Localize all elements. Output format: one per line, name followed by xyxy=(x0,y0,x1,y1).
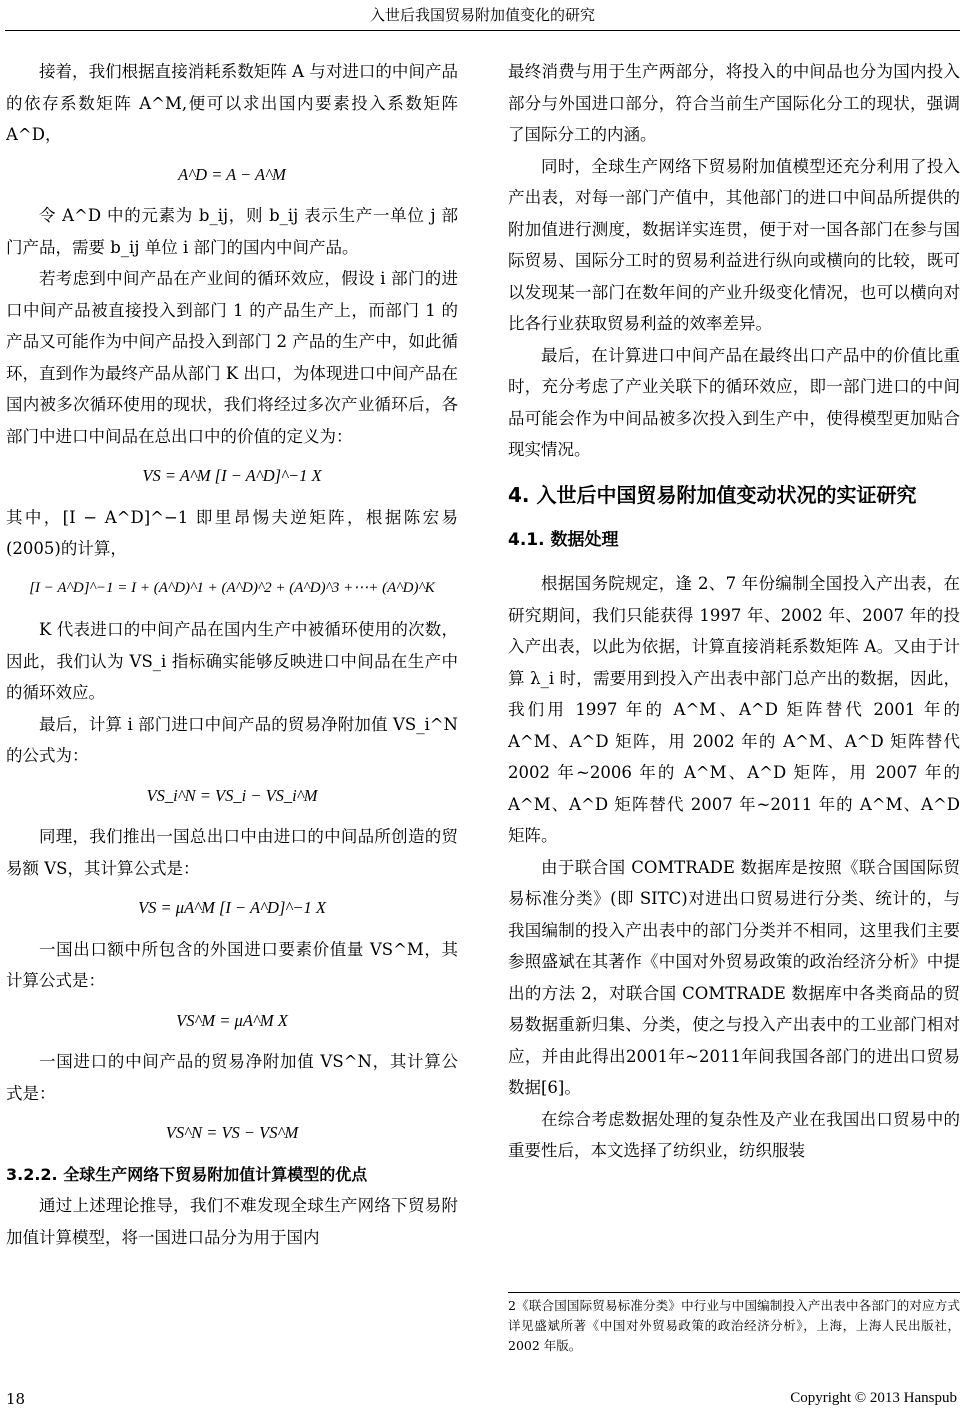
equation-vsm: VS^M = μA^M X xyxy=(176,1010,288,1030)
right-column xyxy=(508,56,960,1167)
left-column xyxy=(6,56,458,1253)
equation-vsn: VS^N = VS − VS^M xyxy=(165,1123,299,1142)
page-number: 18 xyxy=(6,1390,26,1408)
left-paragraph-8: 一国出口额中所包含的外国进口要素价值量 VS^M，其计算公式是： xyxy=(6,939,458,990)
right-paragraph-2: 同时，全球生产网络下贸易附加值模型还充分利用了投入产出表，对每一部门产值中，其他部门的进口中间品所提供的附加值进行测度，数据详实连贯，便于对一国各部门在参与国际贸易、国际分工时的贸易利益进行纵向或横向的比较，既可以发现某一部门在数年间的产业升级变化情况，也可以横向对比各行业获取贸易利益的效率差异。 xyxy=(508,156,960,333)
left-paragraph-2: 令 A^D 中的元素为 b_ij，则 b_ij 表示生产一单位 j 部门产品，需要 b_ij 单位 i 部门的国内中间产品。 xyxy=(6,206,458,257)
equation-leontief-series: [I − A^D]^−1 = I + (A^D)^1 + (A^D)^2 + (A^D)^3 +⋯+ (A^D)^K xyxy=(29,579,435,596)
equation-vs: VS = A^M [I − A^D]^−1 X xyxy=(142,466,322,485)
left-paragraph-5: K 代表进口的中间产品在国内生产中被循环使用的次数，因此，我们认为 VS_i 指标确实能够反映进口中间品在生产中的循环效应。 xyxy=(6,620,458,702)
section-heading-3-2-2: 3.2.2. 全球生产网络下贸易附加值计算模型的优点 xyxy=(6,1164,368,1184)
header-rule xyxy=(5,30,960,31)
right-paragraph-6: 在综合考虑数据处理的复杂性及产业在我国出口贸易中的重要性后，本文选择了纺织业，纺织服装 xyxy=(508,1109,960,1160)
equation-vsin: VS_i^N = VS_i − VS_i^M xyxy=(146,785,318,805)
left-paragraph-7: 同理，我们推出一国总出口中由进口的中间品所创造的贸易额 VS，其计算公式是： xyxy=(6,827,458,878)
running-header: 入世后我国贸易附加值变化的研究 xyxy=(369,6,595,24)
right-paragraph-3: 最后，在计算进口中间产品在最终出口产品中的价值比重时，充分考虑了产业关联下的循环效应，即一部门进口的中间品可能会作为中间品被多次投入到生产中，使得模型更加贴合现实情况。 xyxy=(508,345,960,459)
copyright: Copyright © 2013 Hanspub xyxy=(790,1390,957,1406)
right-paragraph-5: 由于联合国 COMTRADE 数据库是按照《联合国国际贸易标准分类》(即 SITC)对进出口贸易进行分类、统计的，与我国编制的投入产出表中的部门分类并不相同，这里我们主要参照盛斌在其著作《中国对外贸易政策的政治经济分析》中提出的方法 2，对联合国 COMTRADE 数据库中各类商品的贸易数据重新归集、分类，使之与投入产出表中的工业部门相对应，并由此得出2001年~2011年间我国各部门的进出口贸易数据[6]。 xyxy=(508,857,960,1097)
left-paragraph-9: 一国进口的中间产品的贸易净附加值 VS^N，其计算公式是： xyxy=(6,1052,458,1103)
section-heading-4-1: 4.1. 数据处理 xyxy=(508,529,619,550)
right-paragraph-1: 最终消费与用于生产两部分，将投入的中间品也分为国内投入部分与外国进口部分，符合当前生产国际化分工的现状，强调了国际分工的内涵。 xyxy=(508,62,960,144)
right-paragraph-4: 根据国务院规定，逢 2、7 年份编制全国投入产出表，在研究期间，我们只能获得 1997 年、2002 年、2007 年的投入产出表，以此为依据，计算直接消耗系数矩阵 A。又由于计算 λ_i 时，需要用到投入产出表中部门总产出的数据，因此，我们用 1997 年的 A^M、A^D 矩阵替代 2001 年的 A^M、A^D 矩阵，用 2002 年的 A^M、A^D 矩阵替代 2002 年~2006 年的 A^M、A^D 矩阵，用 2007 年的 A^M、A^D 矩阵替代 2007 年~2011 年的 A^M、A^D 矩阵。 xyxy=(508,574,960,845)
equation-vs-mu: VS = μA^M [I − A^D]^−1 X xyxy=(138,898,326,917)
footnote-rule xyxy=(508,1292,960,1293)
footnote-2: 2《联合国国际贸易标准分类》中行业与中国编制投入产出表中各部门的对应方式详见盛斌所著《中国对外贸易政策的政治经济分析》，上海，上海人民出版社，2002 年版。 xyxy=(508,1298,960,1353)
left-paragraph-10: 通过上述理论推导，我们不难发现全球生产网络下贸易附加值计算模型，将一国进口品分为用于国内 xyxy=(6,1196,458,1247)
left-paragraph-6: 最后，计算 i 部门进口中间产品的贸易净附加值 VS_i^N 的公式为： xyxy=(6,714,458,765)
left-paragraph-1: 接着，我们根据直接消耗系数矩阵 A 与对进口的中间产品的依存系数矩阵 A^M,便可以求出国内要素投入系数矩阵 A^D， xyxy=(6,62,458,144)
section-heading-4: 4. 入世后中国贸易附加值变动状况的实证研究 xyxy=(508,482,917,507)
equation-ad: A^D = A − A^M xyxy=(178,164,286,184)
left-paragraph-3: 若考虑到中间产品在产业间的循环效应，假设 i 部门的进口中间产品被直接投入到部门 1 的产品生产上，而部门 1 的产品又可能作为中间产品投入到部门 2 产品的生产中，如此循环，直到作为最终产品从部门 K 出口，为体现进口中间产品在国内被多次循环使用的现状，我们将经过多次产业循环后，各部门中进口中间品在总出口中的价值的定义为： xyxy=(6,269,458,446)
left-paragraph-4: 其中，[I − A^D]^−1 即里昂惕夫逆矩阵，根据陈宏易(2005)的计算， xyxy=(6,507,458,558)
